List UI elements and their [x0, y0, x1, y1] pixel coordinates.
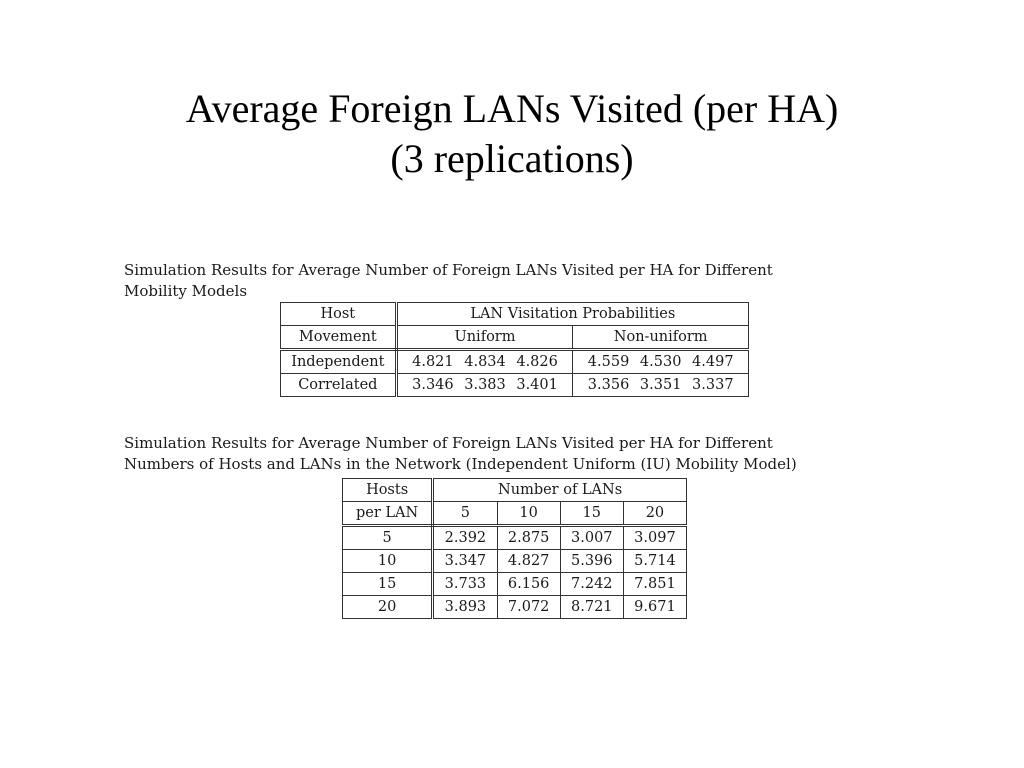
table-2-header-row: [343, 479, 687, 502]
table-1-caption: [124, 260, 773, 302]
table-cell: 7.242: [560, 573, 623, 596]
slide-title: [0, 84, 1024, 184]
table-row: [281, 350, 749, 374]
table-cell: 2.392: [433, 526, 497, 550]
table-1-header-row: [281, 303, 749, 326]
table-cell: 3.346 3.383 3.401: [396, 374, 573, 397]
group-header: Number of LANs: [433, 479, 687, 502]
table-cell: 3.097: [623, 526, 686, 550]
slide-title-line-2: (3 replications): [390, 136, 634, 181]
row-label: 5: [343, 526, 433, 550]
table-cell: 3.007: [560, 526, 623, 550]
table-row: [343, 526, 687, 550]
table-row: [281, 374, 749, 397]
row-label: 10: [343, 550, 433, 573]
table-row: [343, 596, 687, 619]
row-label: Correlated: [281, 374, 397, 397]
table-2-caption-line-2: Numbers of Hosts and LANs in the Network (Independent Uniform (IU) Mobility Model): [124, 455, 797, 473]
table-1-caption-line-1: Simulation Results for Average Number of Foreign LANs Visited per HA for Different: [124, 261, 773, 279]
stub-header-bottom: per LAN: [343, 502, 433, 526]
table-cell: 7.851: [623, 573, 686, 596]
table-cell: 3.893: [433, 596, 497, 619]
table-1-subheader-row: [281, 326, 749, 350]
table-cell: 9.671: [623, 596, 686, 619]
table-cell: 5.396: [560, 550, 623, 573]
table-2-subheader-row: [343, 502, 687, 526]
row-label: 15: [343, 573, 433, 596]
table-cell: 3.733: [433, 573, 497, 596]
table-cell: 4.559 4.530 4.497: [573, 350, 749, 374]
hosts-lans-table: [342, 478, 687, 619]
stub-header-top: Hosts: [343, 479, 433, 502]
group-header: LAN Visitation Probabilities: [396, 303, 748, 326]
column-header: 5: [433, 502, 497, 526]
stub-header-top: Host: [281, 303, 397, 326]
table-cell: 4.827: [497, 550, 560, 573]
row-label: Independent: [281, 350, 397, 374]
subheader-uniform: Uniform: [396, 326, 573, 350]
table-1-caption-line-2: Mobility Models: [124, 282, 248, 300]
table-cell: 3.347: [433, 550, 497, 573]
slide-title-line-1: Average Foreign LANs Visited (per HA): [185, 86, 839, 131]
table-cell: 2.875: [497, 526, 560, 550]
table-row: [343, 550, 687, 573]
table-cell: 7.072: [497, 596, 560, 619]
mobility-models-table: [280, 302, 749, 397]
table-cell: 6.156: [497, 573, 560, 596]
table-cell: 8.721: [560, 596, 623, 619]
stub-header-bottom: Movement: [281, 326, 397, 350]
table-row: [343, 573, 687, 596]
row-label: 20: [343, 596, 433, 619]
subheader-non-uniform: Non-uniform: [573, 326, 749, 350]
table-cell: 4.821 4.834 4.826: [396, 350, 573, 374]
table-cell: 3.356 3.351 3.337: [573, 374, 749, 397]
column-header: 15: [560, 502, 623, 526]
table-cell: 5.714: [623, 550, 686, 573]
table-2-caption-line-1: Simulation Results for Average Number of Foreign LANs Visited per HA for Different: [124, 434, 773, 452]
table-2-caption: [124, 433, 797, 475]
column-header: 10: [497, 502, 560, 526]
column-header: 20: [623, 502, 686, 526]
